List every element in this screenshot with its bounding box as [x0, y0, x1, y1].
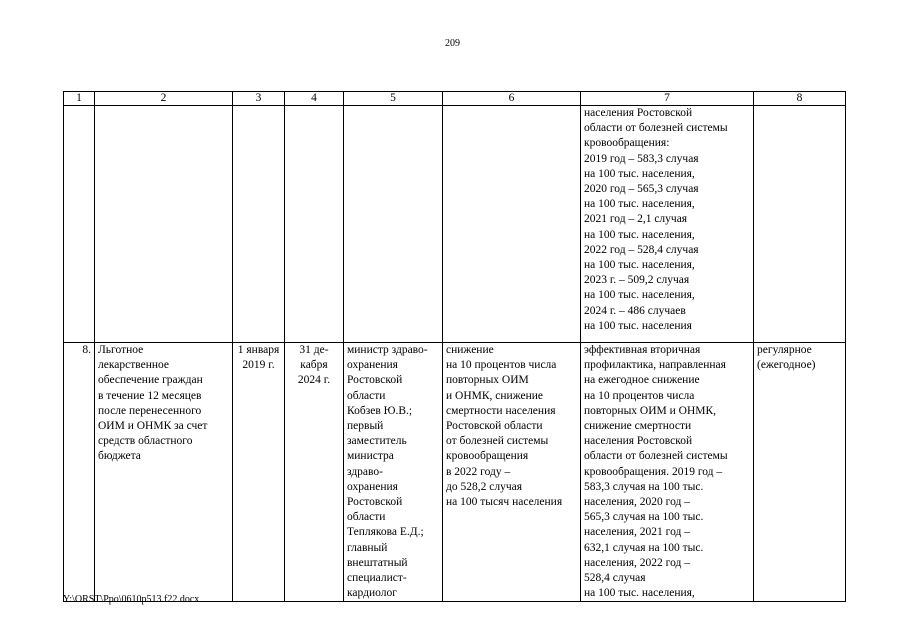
text-line: охранения [347, 359, 398, 372]
table-row-continued [64, 106, 846, 343]
text-line: заместитель [347, 435, 407, 448]
text-line: в течение 12 месяцев [98, 389, 202, 402]
header-row [64, 92, 846, 106]
text-line: 31 де- [299, 344, 329, 356]
activity-table [63, 91, 846, 602]
text-line: 583,3 случая на 100 тыс. [584, 480, 704, 493]
text-line: на 10 процентов числа [446, 359, 557, 372]
text-line: на 100 тыс. населения [584, 319, 692, 332]
text-line: 1 января [237, 344, 280, 356]
text-line: кабря [300, 359, 328, 372]
text-line: здраво- [347, 465, 383, 478]
column-header: 7 [581, 92, 754, 106]
text-line: повторных ОИМ и ОНМК, [584, 404, 717, 417]
text-line: области от болезней системы [584, 450, 728, 463]
text-line: 2024 г. – 486 случаев [584, 304, 686, 317]
text-line: на 100 тыс. населения, [584, 228, 695, 241]
text-line: в 2022 году – [446, 465, 511, 478]
text-line: эффективная вторичная [584, 344, 701, 356]
text-line: до 528,2 случая [446, 480, 522, 493]
text-line: на 100 тыс. населения, [584, 167, 695, 180]
table-cell [64, 106, 95, 343]
row-number-cell: 8. [64, 343, 95, 602]
text-line: кровообращения: [584, 137, 670, 150]
table-cell [344, 106, 443, 343]
column-header: 5 [344, 92, 443, 106]
text-line: кровообращения. 2019 год – [584, 465, 723, 478]
text-line: населения Ростовской [584, 107, 693, 119]
text-line: области [347, 511, 386, 524]
text-line: повторных ОИМ [446, 374, 529, 387]
text-line: Ростовской [347, 374, 403, 387]
target-cell [443, 343, 581, 602]
text-line: лекарственное [98, 359, 170, 372]
text-line: 2021 год – 2,1 случая [584, 213, 688, 226]
text-line: Ростовской [347, 496, 403, 509]
table-row-8 [64, 343, 846, 602]
text-line: средств областного [98, 435, 193, 448]
text-line: на ежегодное снижение [584, 374, 700, 387]
text-line: ОИМ и ОНМК за счет [98, 420, 208, 433]
table-cell [754, 106, 846, 343]
text-line: области [347, 389, 386, 402]
text-line: на 100 тысяч населения [446, 496, 563, 509]
column-header: 8 [754, 92, 846, 106]
text-line: 528,4 случая [584, 572, 646, 585]
text-line: министр здраво- [347, 344, 428, 356]
end-date-cell [285, 343, 344, 602]
column-header: 3 [233, 92, 285, 106]
indicator-continued-cell [581, 106, 754, 343]
text-line: специалист- [347, 572, 407, 585]
start-date-cell [233, 343, 285, 602]
text-line: 2023 г. – 509,2 случая [584, 274, 690, 287]
text-line: на 100 тыс. населения, [584, 198, 695, 211]
text-line: области от болезней системы [584, 122, 728, 135]
column-header: 1 [64, 92, 95, 106]
file-path-footer: Y:\ORST\Ppo\0610p513.f22.docx [63, 594, 200, 605]
column-header: 6 [443, 92, 581, 106]
text-line: 2024 г. [297, 374, 331, 387]
text-line: 2022 год – 528,4 случая [584, 243, 699, 256]
text-line: 2020 год – 565,3 случая [584, 183, 699, 196]
text-line: Кобзев Ю.В.; [347, 404, 413, 417]
text-line: первый [347, 420, 384, 433]
text-line: 565,3 случая на 100 тыс. [584, 511, 704, 524]
text-line: Ростовской области [446, 420, 543, 433]
text-line: кровообращения [446, 450, 529, 463]
text-line: после перенесенного [98, 404, 202, 417]
result-cell [581, 343, 754, 602]
column-header: 2 [95, 92, 233, 106]
page-number: 209 [445, 38, 460, 49]
text-line: охранения [347, 480, 398, 493]
text-line: Льготное [98, 344, 144, 356]
text-line: регулярное [757, 344, 812, 356]
column-header: 4 [285, 92, 344, 106]
text-line: снижение смертности [584, 420, 692, 433]
text-line: на 10 процентов числа [584, 389, 695, 402]
text-line: на 100 тыс. населения, [584, 259, 695, 272]
text-line: населения, 2022 год – [584, 556, 690, 569]
table-cell [233, 106, 285, 343]
text-line: бюджета [98, 450, 141, 463]
text-line: населения, 2020 год – [584, 496, 690, 509]
text-line: главный [347, 541, 388, 554]
text-line: обеспечение граждан [98, 374, 203, 387]
text-line: на 100 тыс. населения, [584, 289, 695, 302]
responsible-cell [344, 343, 443, 602]
text-line: 2019 г. [242, 359, 275, 372]
text-line: населения, 2021 год – [584, 526, 690, 539]
text-line: и ОНМК, снижение [446, 389, 544, 402]
measure-name-cell [95, 343, 233, 602]
text-line: (ежегодное) [757, 359, 816, 372]
frequency-cell [754, 343, 846, 602]
text-line: снижение [446, 344, 494, 356]
table-cell [443, 106, 581, 343]
text-line: на 100 тыс. населения, [584, 587, 695, 600]
text-line: населения Ростовской [584, 435, 693, 448]
text-line: Теплякова Е.Д.; [347, 526, 424, 539]
text-line: профилактика, направленная [584, 359, 726, 372]
text-line: кардиолог [347, 587, 397, 600]
text-line: 2019 год – 583,3 случая [584, 152, 699, 165]
text-line: внештатный [347, 556, 408, 569]
table-cell [95, 106, 233, 343]
table-cell [285, 106, 344, 343]
text-line: смертности населения [446, 404, 556, 417]
text-line: министра [347, 450, 394, 463]
text-line: от болезней системы [446, 435, 549, 448]
text-line: 632,1 случая на 100 тыс. [584, 541, 704, 554]
